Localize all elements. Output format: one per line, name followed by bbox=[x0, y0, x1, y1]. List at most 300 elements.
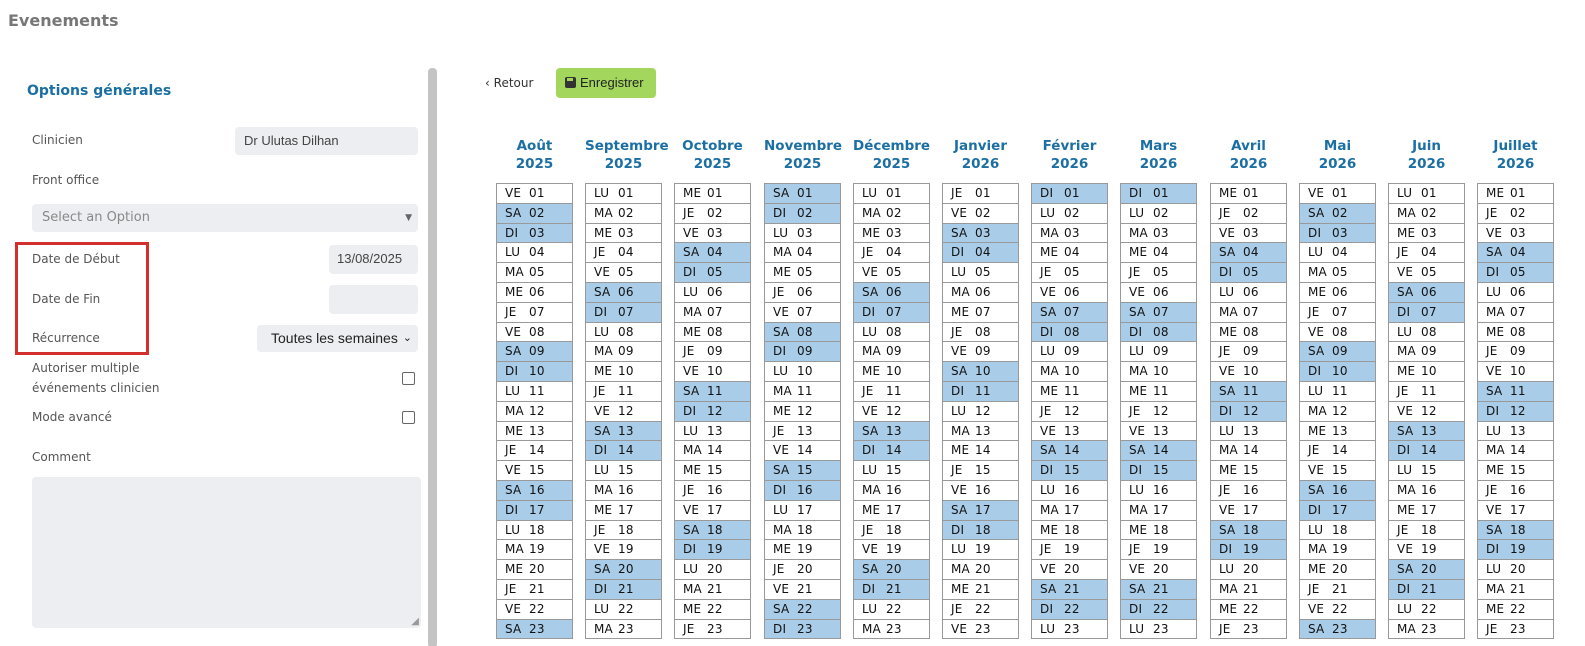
day-cell[interactable] bbox=[1121, 204, 1196, 224]
resize-handle-icon[interactable]: ◢ bbox=[411, 616, 419, 627]
day-cell[interactable] bbox=[765, 184, 840, 204]
day-cell[interactable] bbox=[854, 263, 929, 283]
day-cell[interactable] bbox=[1389, 243, 1464, 263]
day-cell[interactable] bbox=[943, 243, 1018, 263]
day-cell[interactable] bbox=[765, 521, 840, 541]
autoriser-multiple-checkbox[interactable] bbox=[402, 372, 415, 385]
day-cell[interactable] bbox=[1032, 224, 1107, 244]
day-cell[interactable] bbox=[586, 342, 661, 362]
day-cell[interactable] bbox=[1300, 303, 1375, 323]
day-cell[interactable] bbox=[765, 501, 840, 521]
day-cell[interactable] bbox=[497, 362, 572, 382]
day-cell[interactable] bbox=[1389, 184, 1464, 204]
day-cell[interactable] bbox=[586, 540, 661, 560]
day-cell[interactable] bbox=[943, 224, 1018, 244]
day-cell[interactable] bbox=[1032, 600, 1107, 620]
day-cell[interactable] bbox=[943, 382, 1018, 402]
day-cell[interactable] bbox=[765, 382, 840, 402]
day-cell[interactable] bbox=[675, 540, 750, 560]
day-cell[interactable] bbox=[1032, 540, 1107, 560]
day-cell[interactable] bbox=[675, 620, 750, 640]
day-cell[interactable] bbox=[1389, 303, 1464, 323]
day-cell[interactable] bbox=[765, 600, 840, 620]
day-cell[interactable] bbox=[675, 481, 750, 501]
day-cell[interactable] bbox=[1478, 382, 1553, 402]
day-number: 01 bbox=[1153, 186, 1169, 200]
day-cell[interactable] bbox=[1389, 481, 1464, 501]
day-cell[interactable] bbox=[586, 600, 661, 620]
day-cell[interactable] bbox=[675, 283, 750, 303]
day-cell[interactable] bbox=[1300, 382, 1375, 402]
day-cell[interactable] bbox=[765, 243, 840, 263]
day-cell[interactable] bbox=[765, 362, 840, 382]
day-cell[interactable] bbox=[1478, 224, 1553, 244]
day-cell[interactable] bbox=[675, 382, 750, 402]
day-cell[interactable] bbox=[765, 402, 840, 422]
day-cell[interactable] bbox=[1032, 422, 1107, 442]
weekday-abbr: SA bbox=[1040, 304, 1057, 319]
day-cell[interactable] bbox=[1389, 521, 1464, 541]
day-cell[interactable] bbox=[1389, 342, 1464, 362]
day-cell[interactable] bbox=[1211, 620, 1286, 640]
day-cell[interactable] bbox=[1300, 501, 1375, 521]
day-cell[interactable] bbox=[1389, 501, 1464, 521]
day-cell[interactable] bbox=[765, 560, 840, 580]
date-debut-field[interactable]: 13/08/2025 bbox=[329, 245, 418, 274]
day-cell[interactable] bbox=[1478, 323, 1553, 343]
day-cell[interactable] bbox=[765, 441, 840, 461]
day-cell[interactable] bbox=[1478, 481, 1553, 501]
day-cell[interactable] bbox=[943, 402, 1018, 422]
day-cell[interactable] bbox=[586, 243, 661, 263]
day-cell[interactable] bbox=[497, 560, 572, 580]
day-cell[interactable] bbox=[765, 481, 840, 501]
day-cell[interactable] bbox=[1211, 540, 1286, 560]
day-cell[interactable] bbox=[854, 243, 929, 263]
day-cell[interactable] bbox=[1389, 283, 1464, 303]
day-cell[interactable] bbox=[1300, 600, 1375, 620]
day-cell[interactable] bbox=[1478, 441, 1553, 461]
day-cell[interactable] bbox=[1389, 263, 1464, 283]
day-cell[interactable] bbox=[1121, 283, 1196, 303]
day-cell[interactable] bbox=[854, 461, 929, 481]
day-cell[interactable] bbox=[854, 402, 929, 422]
day-cell[interactable] bbox=[854, 540, 929, 560]
day-cell[interactable] bbox=[1389, 382, 1464, 402]
day-cell[interactable] bbox=[943, 521, 1018, 541]
day-cell[interactable] bbox=[1478, 521, 1553, 541]
day-cell[interactable] bbox=[943, 620, 1018, 640]
day-cell[interactable] bbox=[854, 620, 929, 640]
day-cell[interactable] bbox=[1211, 184, 1286, 204]
day-cell[interactable] bbox=[675, 263, 750, 283]
day-cell[interactable] bbox=[586, 560, 661, 580]
day-cell[interactable] bbox=[1478, 184, 1553, 204]
day-cell[interactable] bbox=[675, 441, 750, 461]
day-cell[interactable] bbox=[1211, 224, 1286, 244]
day-cell[interactable] bbox=[943, 184, 1018, 204]
day-cell[interactable] bbox=[1389, 402, 1464, 422]
day-cell[interactable] bbox=[1032, 441, 1107, 461]
day-cell[interactable] bbox=[1300, 521, 1375, 541]
day-cell[interactable] bbox=[1478, 620, 1553, 640]
day-cell[interactable] bbox=[1478, 303, 1553, 323]
day-cell[interactable] bbox=[854, 501, 929, 521]
day-cell[interactable] bbox=[1121, 263, 1196, 283]
day-cell[interactable] bbox=[1032, 382, 1107, 402]
day-cell[interactable] bbox=[765, 204, 840, 224]
day-cell[interactable] bbox=[586, 184, 661, 204]
day-cell[interactable] bbox=[1032, 263, 1107, 283]
day-cell[interactable] bbox=[1211, 362, 1286, 382]
day-cell[interactable] bbox=[497, 204, 572, 224]
day-cell[interactable] bbox=[1478, 600, 1553, 620]
day-cell[interactable] bbox=[586, 461, 661, 481]
day-cell[interactable] bbox=[765, 303, 840, 323]
day-cell[interactable] bbox=[1211, 204, 1286, 224]
day-cell[interactable] bbox=[1389, 540, 1464, 560]
day-cell[interactable] bbox=[765, 580, 840, 600]
day-cell[interactable] bbox=[1300, 422, 1375, 442]
day-cell[interactable] bbox=[1478, 402, 1553, 422]
weekday-abbr: DI bbox=[1397, 443, 1411, 458]
mode-avance-checkbox[interactable] bbox=[402, 411, 415, 424]
day-cell[interactable] bbox=[1478, 243, 1553, 263]
day-cell[interactable] bbox=[1032, 303, 1107, 323]
day-cell[interactable] bbox=[497, 342, 572, 362]
day-cell[interactable] bbox=[586, 382, 661, 402]
day-cell[interactable] bbox=[1300, 441, 1375, 461]
day-cell[interactable] bbox=[1032, 461, 1107, 481]
day-number: 04 bbox=[1064, 245, 1080, 260]
day-cell[interactable] bbox=[1032, 402, 1107, 422]
day-cell[interactable] bbox=[854, 382, 929, 402]
day-cell[interactable] bbox=[1032, 620, 1107, 640]
day-cell[interactable] bbox=[1121, 600, 1196, 620]
day-cell[interactable] bbox=[497, 521, 572, 541]
day-cell[interactable] bbox=[675, 501, 750, 521]
day-cell[interactable] bbox=[1478, 461, 1553, 481]
day-cell[interactable] bbox=[1121, 461, 1196, 481]
day-cell[interactable] bbox=[1300, 204, 1375, 224]
day-cell[interactable] bbox=[586, 422, 661, 442]
day-cell[interactable] bbox=[497, 402, 572, 422]
day-cell[interactable] bbox=[1300, 342, 1375, 362]
day-cell[interactable] bbox=[497, 501, 572, 521]
day-cell[interactable] bbox=[765, 283, 840, 303]
day-cell[interactable] bbox=[854, 521, 929, 541]
day-cell[interactable] bbox=[497, 263, 572, 283]
day-cell[interactable] bbox=[1211, 441, 1286, 461]
day-cell[interactable] bbox=[586, 441, 661, 461]
day-cell[interactable] bbox=[854, 481, 929, 501]
day-cell[interactable] bbox=[1032, 342, 1107, 362]
day-cell[interactable] bbox=[1300, 620, 1375, 640]
day-cell[interactable] bbox=[497, 600, 572, 620]
day-cell[interactable] bbox=[1032, 362, 1107, 382]
day-cell[interactable] bbox=[1121, 243, 1196, 263]
day-cell[interactable] bbox=[1121, 382, 1196, 402]
day-cell[interactable] bbox=[1032, 204, 1107, 224]
day-cell[interactable] bbox=[854, 204, 929, 224]
day-cell[interactable] bbox=[497, 461, 572, 481]
day-cell[interactable] bbox=[854, 362, 929, 382]
day-cell[interactable] bbox=[497, 184, 572, 204]
day-cell[interactable] bbox=[765, 263, 840, 283]
day-number: 06 bbox=[1153, 284, 1169, 299]
day-cell[interactable] bbox=[675, 224, 750, 244]
day-cell[interactable] bbox=[497, 283, 572, 303]
day-cell[interactable] bbox=[675, 580, 750, 600]
day-number: 10 bbox=[1510, 364, 1526, 379]
day-cell[interactable] bbox=[765, 422, 840, 442]
day-cell[interactable] bbox=[854, 600, 929, 620]
day-cell[interactable] bbox=[1121, 362, 1196, 382]
day-cell[interactable] bbox=[1300, 263, 1375, 283]
day-cell[interactable] bbox=[1478, 283, 1553, 303]
day-cell[interactable] bbox=[854, 224, 929, 244]
day-cell[interactable] bbox=[1211, 422, 1286, 442]
day-cell[interactable] bbox=[1121, 224, 1196, 244]
day-cell[interactable] bbox=[1300, 461, 1375, 481]
day-cell[interactable] bbox=[1211, 283, 1286, 303]
date-fin-field[interactable] bbox=[329, 285, 418, 314]
day-cell[interactable] bbox=[1389, 323, 1464, 343]
day-cell[interactable] bbox=[1211, 580, 1286, 600]
day-cell[interactable] bbox=[765, 461, 840, 481]
day-cell[interactable] bbox=[943, 481, 1018, 501]
day-cell[interactable] bbox=[675, 184, 750, 204]
day-cell[interactable] bbox=[943, 540, 1018, 560]
day-cell[interactable] bbox=[1121, 540, 1196, 560]
day-cell[interactable] bbox=[1389, 362, 1464, 382]
weekday-abbr: DI bbox=[1486, 403, 1500, 418]
day-cell[interactable] bbox=[854, 323, 929, 343]
day-cell[interactable] bbox=[943, 441, 1018, 461]
day-cell[interactable] bbox=[1211, 501, 1286, 521]
day-cell[interactable] bbox=[1389, 461, 1464, 481]
day-cell[interactable] bbox=[1032, 283, 1107, 303]
day-cell[interactable] bbox=[1121, 441, 1196, 461]
month-year: 2026 bbox=[1407, 156, 1446, 172]
day-cell[interactable] bbox=[497, 243, 572, 263]
day-cell[interactable] bbox=[497, 303, 572, 323]
day-cell[interactable] bbox=[1121, 402, 1196, 422]
month-year: 2025 bbox=[872, 156, 911, 172]
day-cell[interactable] bbox=[675, 422, 750, 442]
day-cell[interactable] bbox=[497, 323, 572, 343]
day-cell[interactable] bbox=[1389, 422, 1464, 442]
front-office-select[interactable] bbox=[32, 204, 418, 232]
day-cell[interactable] bbox=[497, 224, 572, 244]
day-cell[interactable] bbox=[675, 342, 750, 362]
day-cell[interactable] bbox=[586, 283, 661, 303]
day-cell[interactable] bbox=[854, 303, 929, 323]
day-cell[interactable] bbox=[1211, 323, 1286, 343]
day-cell[interactable] bbox=[1211, 521, 1286, 541]
day-cell[interactable] bbox=[1121, 323, 1196, 343]
day-cell[interactable] bbox=[497, 620, 572, 640]
day-cell[interactable] bbox=[1300, 402, 1375, 422]
day-cell[interactable] bbox=[765, 323, 840, 343]
day-cell[interactable] bbox=[1300, 580, 1375, 600]
day-cell[interactable] bbox=[765, 540, 840, 560]
day-number: 03 bbox=[618, 225, 634, 240]
day-cell[interactable] bbox=[1211, 303, 1286, 323]
day-cell[interactable] bbox=[1478, 362, 1553, 382]
day-cell[interactable] bbox=[1032, 323, 1107, 343]
day-cell[interactable] bbox=[854, 283, 929, 303]
day-cell[interactable] bbox=[675, 243, 750, 263]
day-cell[interactable] bbox=[943, 303, 1018, 323]
day-cell[interactable] bbox=[1211, 263, 1286, 283]
day-cell[interactable] bbox=[1121, 481, 1196, 501]
day-cell[interactable] bbox=[854, 184, 929, 204]
day-cell[interactable] bbox=[943, 560, 1018, 580]
day-cell[interactable] bbox=[1478, 263, 1553, 283]
day-cell[interactable] bbox=[943, 461, 1018, 481]
day-cell[interactable] bbox=[1211, 243, 1286, 263]
day-cell[interactable] bbox=[1478, 422, 1553, 442]
day-cell[interactable] bbox=[586, 362, 661, 382]
day-cell[interactable] bbox=[765, 224, 840, 244]
day-cell[interactable] bbox=[1300, 481, 1375, 501]
day-cell[interactable] bbox=[497, 441, 572, 461]
day-cell[interactable] bbox=[1300, 243, 1375, 263]
day-cell[interactable] bbox=[586, 521, 661, 541]
day-cell[interactable] bbox=[1121, 560, 1196, 580]
day-cell[interactable] bbox=[1389, 441, 1464, 461]
day-number: 04 bbox=[1421, 245, 1437, 260]
day-cell[interactable] bbox=[1211, 342, 1286, 362]
day-cell[interactable] bbox=[1389, 204, 1464, 224]
recurrence-select[interactable] bbox=[257, 325, 418, 352]
day-cell[interactable] bbox=[1032, 184, 1107, 204]
day-cell[interactable] bbox=[1300, 362, 1375, 382]
day-cell[interactable] bbox=[675, 521, 750, 541]
day-cell[interactable] bbox=[1389, 224, 1464, 244]
day-cell[interactable] bbox=[586, 620, 661, 640]
day-cell[interactable] bbox=[675, 560, 750, 580]
day-cell[interactable] bbox=[675, 362, 750, 382]
day-cell[interactable] bbox=[1478, 540, 1553, 560]
day-cell[interactable] bbox=[1389, 560, 1464, 580]
day-cell[interactable] bbox=[1478, 342, 1553, 362]
day-cell[interactable] bbox=[586, 323, 661, 343]
day-cell[interactable] bbox=[586, 402, 661, 422]
panel-scrollbar[interactable] bbox=[428, 68, 437, 646]
day-cell[interactable] bbox=[854, 560, 929, 580]
day-cell[interactable] bbox=[1032, 501, 1107, 521]
day-cell[interactable] bbox=[675, 323, 750, 343]
day-cell[interactable] bbox=[1211, 560, 1286, 580]
day-cell[interactable] bbox=[1389, 620, 1464, 640]
day-cell[interactable] bbox=[1121, 342, 1196, 362]
day-cell[interactable] bbox=[1300, 283, 1375, 303]
day-cell[interactable] bbox=[854, 580, 929, 600]
day-cell[interactable] bbox=[1389, 580, 1464, 600]
day-cell[interactable] bbox=[943, 342, 1018, 362]
day-cell[interactable] bbox=[1300, 224, 1375, 244]
day-cell[interactable] bbox=[943, 600, 1018, 620]
day-cell[interactable] bbox=[943, 283, 1018, 303]
day-cell[interactable] bbox=[1211, 402, 1286, 422]
day-cell[interactable] bbox=[1121, 620, 1196, 640]
day-cell[interactable] bbox=[1211, 481, 1286, 501]
day-cell[interactable] bbox=[943, 362, 1018, 382]
day-cell[interactable] bbox=[497, 382, 572, 402]
day-cell[interactable] bbox=[943, 263, 1018, 283]
day-cell[interactable] bbox=[675, 303, 750, 323]
day-cell[interactable] bbox=[1478, 560, 1553, 580]
day-number: 14 bbox=[797, 443, 813, 458]
day-cell[interactable] bbox=[497, 481, 572, 501]
day-cell[interactable] bbox=[1300, 184, 1375, 204]
day-cell[interactable] bbox=[1478, 204, 1553, 224]
day-cell[interactable] bbox=[1478, 580, 1553, 600]
day-cell[interactable] bbox=[675, 600, 750, 620]
day-cell[interactable] bbox=[586, 580, 661, 600]
day-cell[interactable] bbox=[943, 580, 1018, 600]
day-cell[interactable] bbox=[943, 422, 1018, 442]
day-cell[interactable] bbox=[1300, 323, 1375, 343]
day-cell[interactable] bbox=[586, 303, 661, 323]
day-cell[interactable] bbox=[497, 580, 572, 600]
day-cell[interactable] bbox=[1121, 580, 1196, 600]
day-cell[interactable] bbox=[854, 441, 929, 461]
day-cell[interactable] bbox=[1032, 243, 1107, 263]
day-cell[interactable] bbox=[765, 342, 840, 362]
day-cell[interactable] bbox=[675, 402, 750, 422]
day-cell[interactable] bbox=[1032, 560, 1107, 580]
day-cell[interactable] bbox=[854, 342, 929, 362]
day-cell[interactable] bbox=[675, 461, 750, 481]
day-cell[interactable] bbox=[586, 224, 661, 244]
day-cell[interactable] bbox=[1211, 382, 1286, 402]
day-cell[interactable] bbox=[1121, 422, 1196, 442]
comment-textarea[interactable] bbox=[32, 477, 421, 628]
day-cell[interactable] bbox=[1032, 521, 1107, 541]
day-cell[interactable] bbox=[586, 501, 661, 521]
day-cell[interactable] bbox=[497, 422, 572, 442]
day-cell[interactable] bbox=[854, 422, 929, 442]
day-cell[interactable] bbox=[943, 323, 1018, 343]
day-cell[interactable] bbox=[586, 263, 661, 283]
day-cell[interactable] bbox=[943, 501, 1018, 521]
day-cell[interactable] bbox=[1032, 481, 1107, 501]
day-cell[interactable] bbox=[586, 481, 661, 501]
day-cell[interactable] bbox=[1121, 303, 1196, 323]
day-cell[interactable] bbox=[586, 204, 661, 224]
day-cell[interactable] bbox=[1121, 501, 1196, 521]
day-cell[interactable] bbox=[1211, 600, 1286, 620]
day-cell[interactable] bbox=[497, 540, 572, 560]
day-cell[interactable] bbox=[1300, 540, 1375, 560]
weekday-abbr: SA bbox=[862, 423, 879, 438]
day-cell[interactable] bbox=[943, 204, 1018, 224]
weekday-abbr: LU bbox=[683, 423, 699, 438]
day-cell[interactable] bbox=[1478, 501, 1553, 521]
clinicien-field[interactable]: Dr Ulutas Dilhan bbox=[235, 127, 418, 155]
day-cell[interactable] bbox=[1211, 461, 1286, 481]
day-cell[interactable] bbox=[675, 204, 750, 224]
day-cell[interactable] bbox=[1032, 580, 1107, 600]
day-cell[interactable] bbox=[1121, 521, 1196, 541]
day-cell[interactable] bbox=[765, 620, 840, 640]
day-cell[interactable] bbox=[1121, 184, 1196, 204]
day-cell[interactable] bbox=[1389, 600, 1464, 620]
day-cell[interactable] bbox=[1300, 560, 1375, 580]
